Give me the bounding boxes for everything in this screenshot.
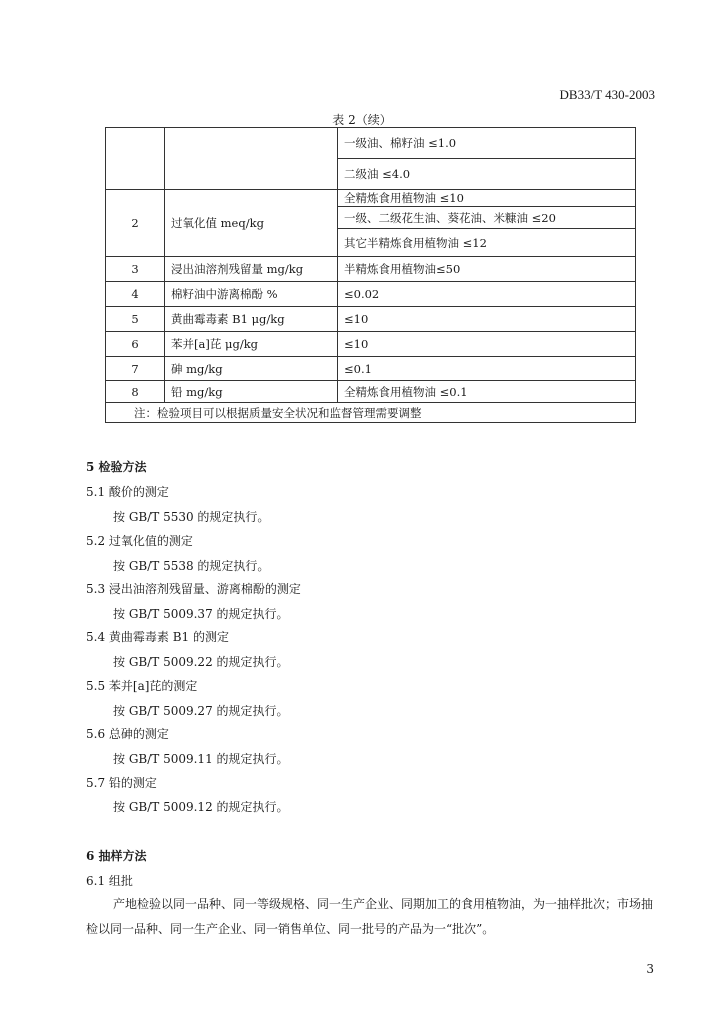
- table-caption: 表 2（续）: [332, 113, 392, 127]
- section-5-5-text: 按 GB/T 5009.27 的规定执行。: [113, 704, 289, 718]
- table-cell-item: 黄曲霉毒素 B1 μg/kg: [165, 307, 338, 332]
- section-5-7-text: 按 GB/T 5009.12 的规定执行。: [113, 800, 289, 814]
- table-cell-no: 6: [106, 332, 165, 357]
- section-5-3-title: 5.3 浸出油溶剂残留量、游离棉酚的测定: [86, 582, 301, 596]
- section-5-4-text: 按 GB/T 5009.22 的规定执行。: [113, 655, 289, 669]
- table-cell-item: 棉籽油中游离棉酚 %: [165, 282, 338, 307]
- table-cell-no: 3: [106, 257, 165, 282]
- table-cell-limit: 半精炼食用植物油≤50: [338, 257, 636, 282]
- section-5-2-title: 5.2 过氧化值的测定: [86, 534, 193, 548]
- table-note: 注：检验项目可以根据质量安全状况和监督管理需要调整: [106, 403, 636, 423]
- table-cell-item: 过氧化值 meq/kg: [165, 190, 338, 257]
- section-6-1-title: 6.1 组批: [86, 874, 133, 888]
- table-cell-item: 浸出油溶剂残留量 mg/kg: [165, 257, 338, 282]
- section-5-7-title: 5.7 铅的测定: [86, 776, 157, 790]
- document-code: DB33/T 430-2003: [559, 87, 655, 102]
- table-cell-no: 2: [106, 190, 165, 257]
- section-5-6-title: 5.6 总砷的测定: [86, 727, 169, 741]
- table-note-row: [106, 403, 636, 423]
- table-cell-no: 7: [106, 357, 165, 381]
- table-cell-no: [106, 128, 165, 190]
- table-cell-limit: ≤0.02: [338, 282, 636, 307]
- table-row: [106, 332, 636, 357]
- table-cell-item: 砷 mg/kg: [165, 357, 338, 381]
- section-6-heading: 6 抽样方法: [86, 849, 147, 863]
- table-cell-limit: 一级油、棉籽油 ≤1.0: [338, 128, 636, 159]
- table-cell-limit: ≤10: [338, 307, 636, 332]
- table-cell-item: [165, 128, 338, 190]
- section-6-1-paragraph: 产地检验以同一品种、同一等级规格、同一生产企业、同期加工的食用植物油，为一抽样批次；市场抽检以同一品种、同一生产企业、同一销售单位、同一批号的产品为一“批次”。: [86, 897, 654, 936]
- table-row: [106, 257, 636, 282]
- section-5-1-title: 5.1 酸价的测定: [86, 485, 169, 499]
- table-row: [106, 381, 636, 403]
- table-cell-no: 4: [106, 282, 165, 307]
- section-5-6-text: 按 GB/T 5009.11 的规定执行。: [113, 752, 289, 766]
- table-cell-limit: ≤0.1: [338, 357, 636, 381]
- table-cell-limit: ≤10: [338, 332, 636, 357]
- section-5-3-text: 按 GB/T 5009.37 的规定执行。: [113, 607, 289, 621]
- table-cell-item: 铅 mg/kg: [165, 381, 338, 403]
- table-cell-no: 8: [106, 381, 165, 403]
- table-row: [106, 357, 636, 381]
- table-row: [106, 190, 636, 207]
- table-cell-limit: 二级油 ≤4.0: [338, 159, 636, 190]
- section-5-5-title: 5.5 苯并[a]芘的测定: [86, 679, 198, 693]
- spec-table: [105, 127, 636, 423]
- section-5-heading: 5 检验方法: [86, 460, 147, 474]
- table-cell-limit: 其它半精炼食用植物油 ≤12: [338, 229, 636, 257]
- page-number: 3: [646, 962, 654, 976]
- table-row: [106, 307, 636, 332]
- section-5-1-text: 按 GB/T 5530 的规定执行。: [113, 510, 270, 524]
- table-row: [106, 282, 636, 307]
- table-cell-no: 5: [106, 307, 165, 332]
- table-cell-limit: 全精炼食用植物油 ≤0.1: [338, 381, 636, 403]
- section-5-4-title: 5.4 黄曲霉毒素 B1 的测定: [86, 630, 229, 644]
- table-cell-limit: 全精炼食用植物油 ≤10: [338, 190, 636, 207]
- table-row: [106, 128, 636, 159]
- table-cell-limit: 一级、二级花生油、葵花油、米糠油 ≤20: [338, 207, 636, 229]
- section-5-2-text: 按 GB/T 5538 的规定执行。: [113, 559, 270, 573]
- table-cell-item: 苯并[a]芘 μg/kg: [165, 332, 338, 357]
